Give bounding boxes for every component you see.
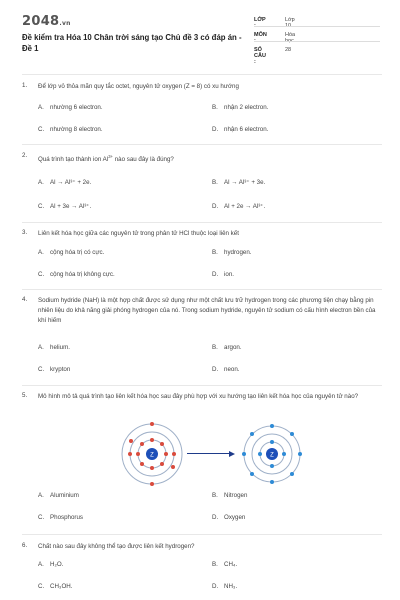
site-logo[interactable]: 2048.vn xyxy=(22,14,71,29)
divider xyxy=(22,385,382,386)
divider xyxy=(254,26,380,27)
arrow-head-icon xyxy=(229,451,235,457)
atom-core-label: Z xyxy=(150,452,154,459)
exam-page: 2048.vn Đề kiểm tra Hóa 10 Chân trời sáng tạo Chủ đề 3 có đáp án - Đề 1 LỚP : Lớp 10 MÔN : Hóa học SỐ CÂU : 28 1. Để lớp vỏ thỏa mãn quy tắc octet, nguyên tử oxygen (Z = 8) có xu hướng A. nhường 6 electron. B. nhận 2 electron. C. nhường 8 electron. D. nhận 6 electron. 2. Quá trình tạo thành ion $Al^{3+}$ nào sau đây là đúng? A. Al → Al³⁺ + 2e. B. Al → Al³⁺ + 3e. C. Al + 3e → Al³⁺. D. Al + 2e → Al³⁺. 3. Liên kết hóa học giữa các nguyên tử trong phân tử HCl thuộc loại liên kết A. cộng hóa trị có cực. B. hydrogen. C. cộng hóa trị không cực. D. ion. 4. Sodium hydride (NaH) là một hợp chất được sử dụng như một chất lưu trữ hydrogen trong các phương tiện chạy bằng pin nhiên liệu do khả năng giải phóng hydrogen của nó. Trong sodium hydride, nguyên tử sodium có cấu hình electron bền của khí hiếm A. helium. B. argon. C. krypton D. neon. 5. Mô hình mô tả quá trình tạo liên kết hóa học sau đây phù hợp với xu hướng tạo liên kết hóa học của nguyên tử nào? Z Z A. Aluminium B. Nitrogen C. Phosphorus D. Oxygen 6. Chất nào sau đây không thể tạo được liên kết hydrogen? A. H₂O. B. CH₄. C. CH₃OH. D. NH₃. xyxy=(0,0,400,600)
page-title: Đề kiểm tra Hóa 10 Chân trời sáng tạo Chủ đề 3 có đáp án - Đề 1 xyxy=(22,33,242,53)
divider xyxy=(22,144,382,145)
divider xyxy=(254,41,380,42)
divider xyxy=(22,534,382,535)
atom-before-diagram xyxy=(120,422,184,486)
divider xyxy=(22,74,382,75)
header: 2048.vn Đề kiểm tra Hóa 10 Chân trời sáng tạo Chủ đề 3 có đáp án - Đề 1 LỚP : Lớp 10 MÔN : Hóa học SỐ CÂU : 28 xyxy=(0,0,400,62)
atom-after-diagram xyxy=(242,424,302,484)
reaction-arrow xyxy=(187,453,231,454)
divider xyxy=(22,289,382,290)
divider xyxy=(22,222,382,223)
atom-core-label: Z xyxy=(270,452,274,459)
